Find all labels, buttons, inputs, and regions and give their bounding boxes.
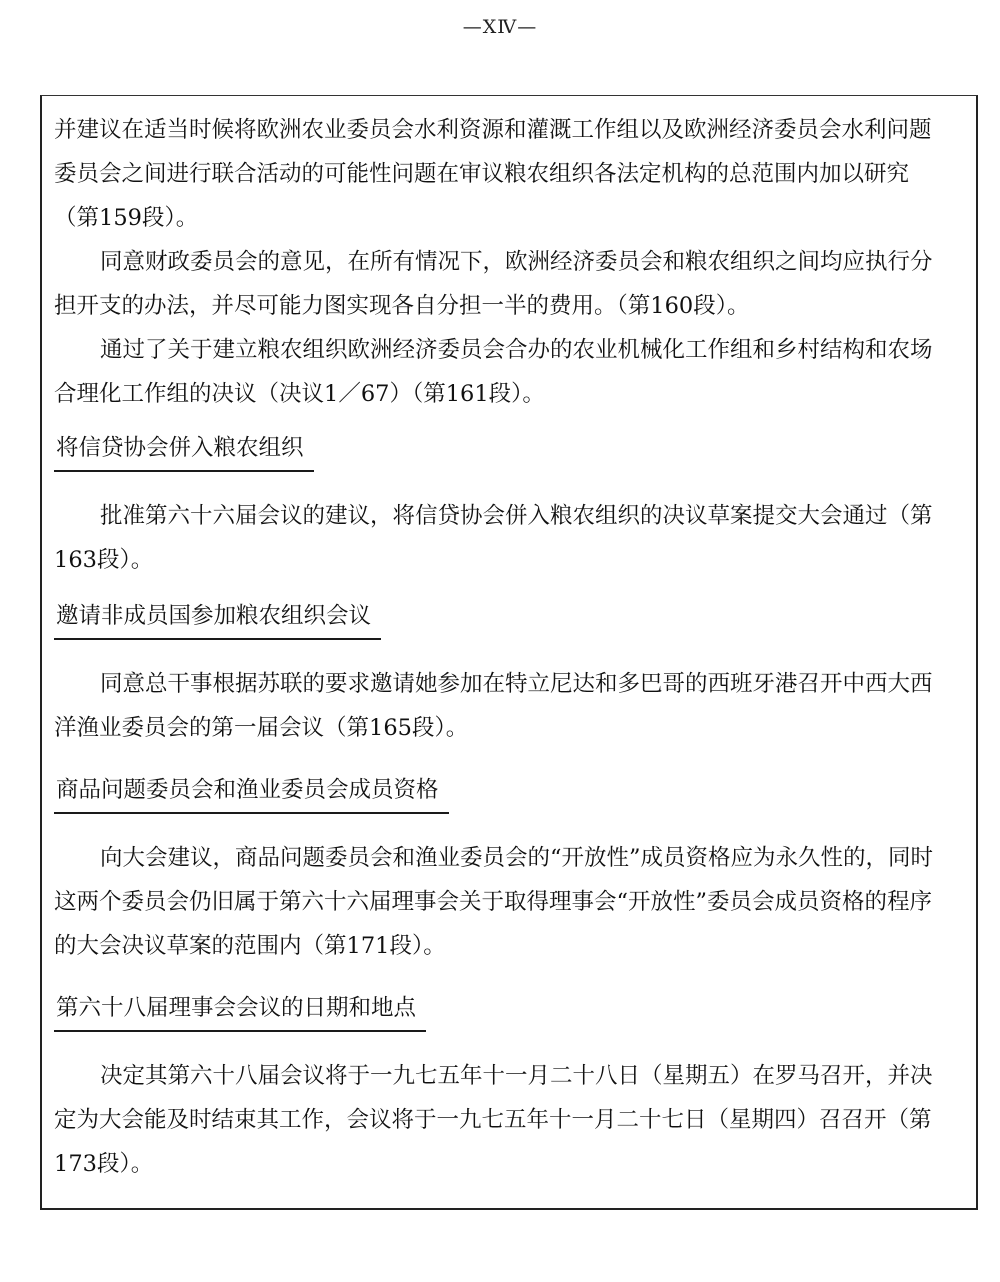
paragraph-credit: 批准第六十六届会议的建议，将信贷协会併入粮农组织的决议草案提交大会通过（第163段）。 (54, 503, 933, 573)
section-session (54, 986, 934, 1032)
section-invite (54, 594, 934, 640)
paragraph-intro-3: 通过了关于建立粮农组织欧洲经济委员会合办的农业机械化工作组和乡村结构和农场合理化工作组的决议（决议1／67）（第161段）。 (54, 337, 933, 407)
section-heading-credit: 将信贷协会併入粮农组织 (54, 428, 314, 472)
paragraph-intro-1: 并建议在适当时候将欧洲农业委员会水利资源和灌溉工作组以及欧洲经济委员会水利问题委员会之间进行联合活动的可能性问题在审议粮农组织各法定机构的总范围内加以研究（第159段）。 (54, 117, 932, 231)
page-number: —XⅣ— (462, 16, 538, 38)
section-heading-session: 第六十八届理事会会议的日期和地点 (54, 988, 426, 1032)
paragraph-membership: 向大会建议，商品问题委员会和渔业委员会的“开放性”成员资格应为永久性的，同时这两个委员会仍旧属于第六十六届理事会关于取得理事会“开放性”委员会成员资格的程序的大会决议草案的范围内（第171段）。 (54, 845, 934, 959)
document-body (54, 108, 934, 1186)
section-heading-membership: 商品问题委员会和渔业委员会成员资格 (54, 770, 449, 814)
section-credit (54, 426, 934, 472)
paragraph-invite: 同意总干事根据苏联的要求邀请她参加在特立尼达和多巴哥的西班牙港召开中西大西洋渔业委员会的第一届会议（第165段）。 (54, 671, 933, 741)
paragraph-session: 决定其第六十八届会议将于一九七五年十一月二十八日（星期五）在罗马召开，并决定为大会能及时结束其工作，会议将于一九七五年十一月二十七日（星期四）召召开（第173段）。 (54, 1063, 933, 1177)
section-membership (54, 768, 934, 814)
paragraph-intro-2: 同意财政委员会的意见，在所有情况下，欧洲经济委员会和粮农组织之间均应执行分担开支的办法，并尽可能力图实现各自分担一半的费用。（第160段）。 (54, 249, 933, 319)
section-heading-invite: 邀请非成员国参加粮农组织会议 (54, 596, 381, 640)
